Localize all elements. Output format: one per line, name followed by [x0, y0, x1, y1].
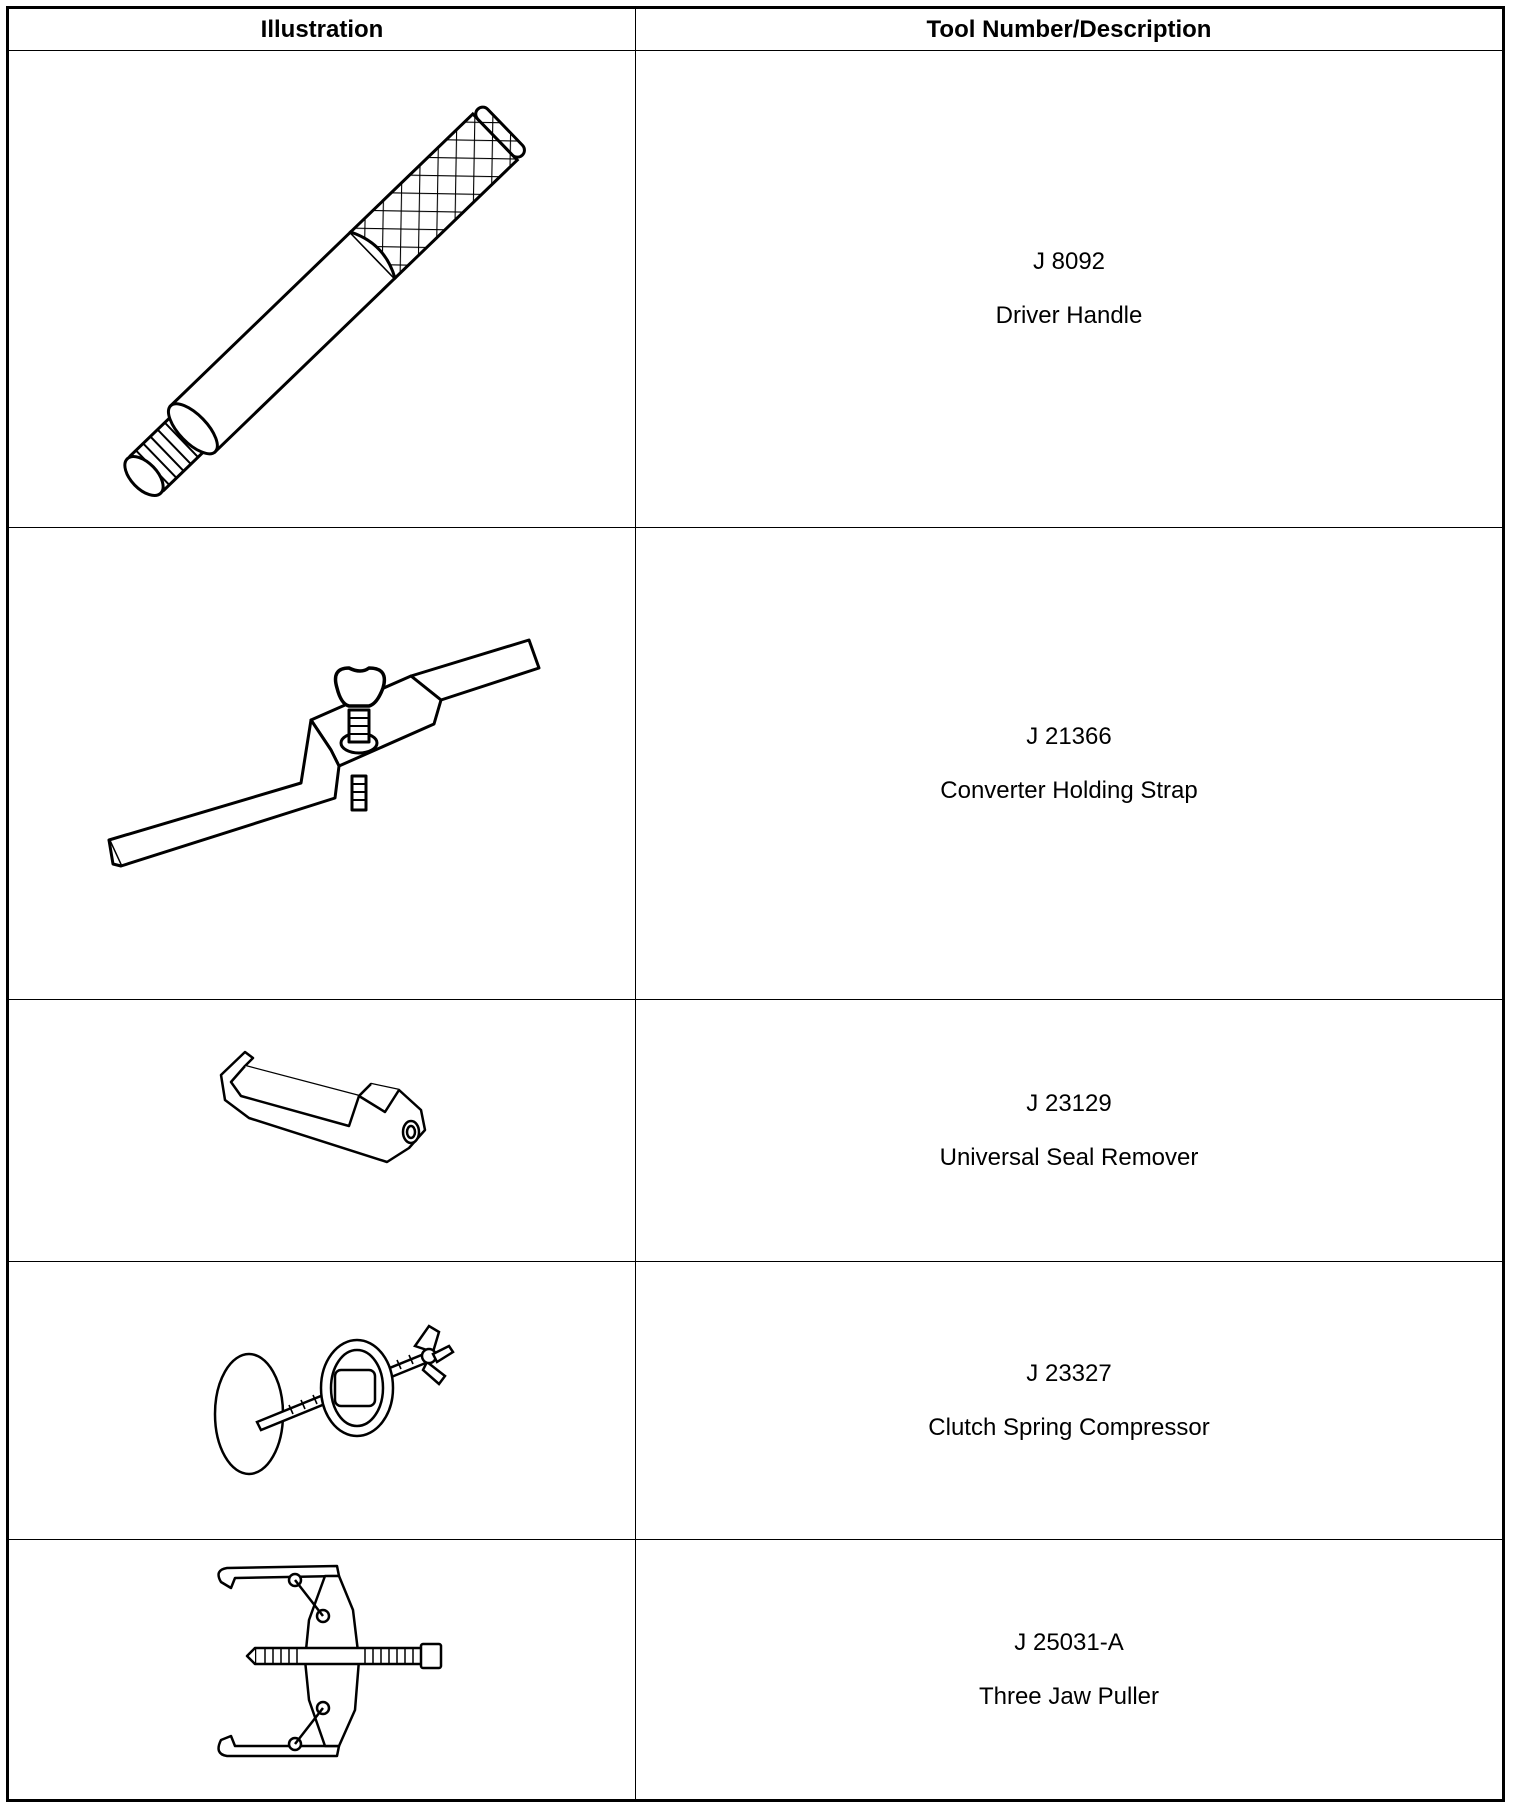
- header-cell-tool: [636, 9, 1502, 50]
- tool-number: J 21366: [1026, 722, 1112, 750]
- universal-seal-remover-illustration: [9, 1000, 636, 1262]
- tool-number: J 25031-A: [1014, 1628, 1124, 1656]
- table-row: [9, 1540, 1502, 1799]
- illustration-cell: [9, 51, 636, 527]
- header-tool-number-description: Tool Number/Description: [926, 15, 1212, 43]
- header-illustration: Illustration: [260, 15, 384, 43]
- description-cell: [636, 1540, 1502, 1799]
- tool-description: Clutch Spring Compressor: [928, 1413, 1210, 1441]
- tool-description: Three Jaw Puller: [978, 1682, 1160, 1710]
- table-row: [9, 528, 1502, 1000]
- tools-table: [6, 6, 1505, 1802]
- tool-description: Converter Holding Strap: [940, 776, 1198, 804]
- tool-number: J 8092: [1032, 248, 1106, 275]
- driver-handle-illustration: [9, 51, 636, 528]
- table-header-row: [9, 9, 1502, 51]
- converter-holding-strap-illustration: [9, 528, 636, 1000]
- table-row: [9, 51, 1502, 528]
- tool-number: J 23327: [1026, 1359, 1112, 1387]
- description-cell: [636, 528, 1502, 999]
- illustration-cell: [9, 1262, 636, 1539]
- tool-number: J 23129: [1026, 1089, 1112, 1117]
- illustration-cell: [9, 528, 636, 999]
- description-cell: [636, 1000, 1502, 1261]
- table-row: [9, 1262, 1502, 1540]
- description-cell: [636, 51, 1502, 527]
- description-cell: [636, 1262, 1502, 1539]
- tool-description: Universal Seal Remover: [939, 1143, 1199, 1171]
- tool-description: Driver Handle: [995, 302, 1143, 329]
- table-row: [9, 1000, 1502, 1262]
- clutch-spring-compressor-illustration: [9, 1262, 636, 1540]
- illustration-cell: [9, 1540, 636, 1799]
- illustration-cell: [9, 1000, 636, 1261]
- three-jaw-puller-illustration: [9, 1540, 636, 1799]
- header-cell-illustration: [9, 9, 636, 50]
